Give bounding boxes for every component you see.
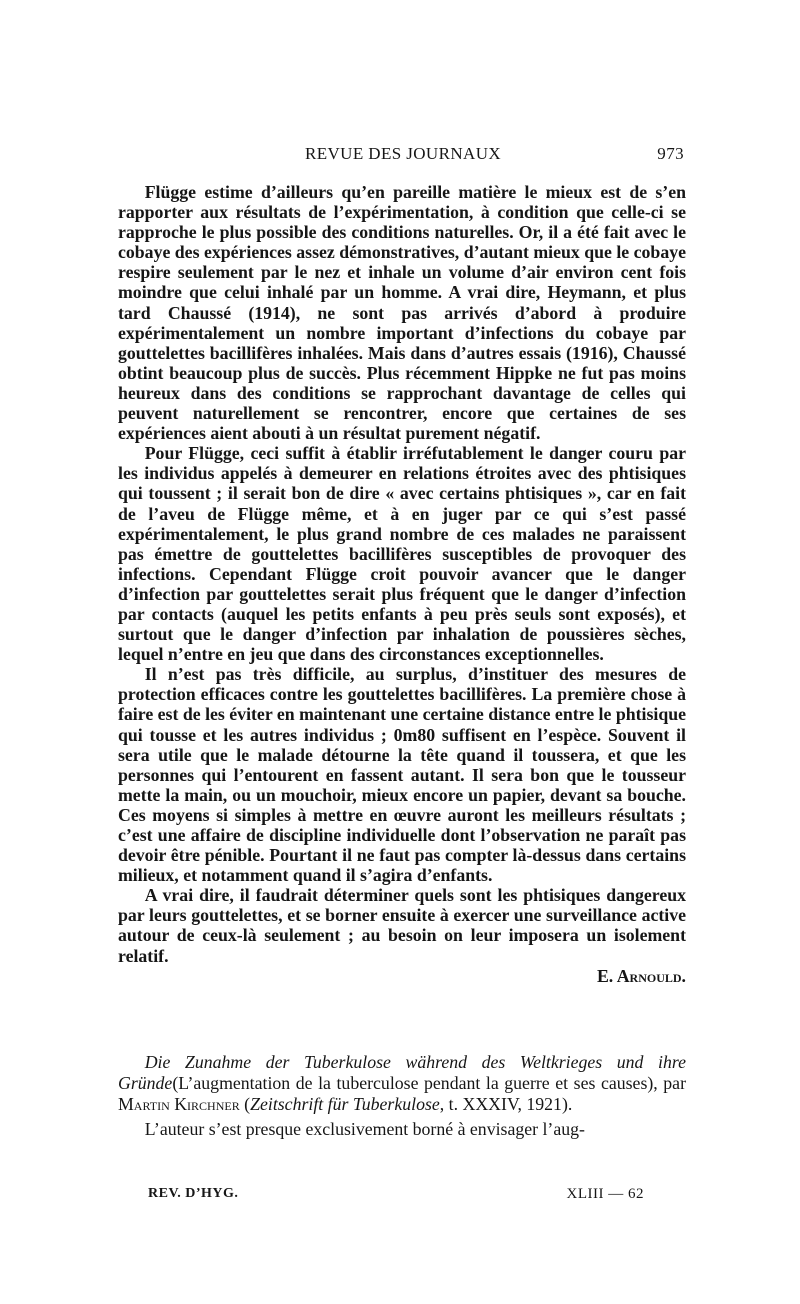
signature-text: E. Arnould. (596, 965, 686, 986)
review-title-german: Die Zunahme der Tuberkulose während des Weltkrieges und ihre Gründe (118, 1052, 686, 1093)
paragraph-3: Il n’est pas très difficile, au surplus, d’instituer des mesures de protection efficaces contre les gouttelettes bacillifères. La première chose à faire est de les éviter en maintenant une certaine distance entre le phtisique qui tousse et les autres individus ; 0m80 suffisent en l’espèce. Souvent il sera utile que le malade détourne la tête quand il toussera, et que les personnes qui l’entourent en fassent autant. Il sera bon que le tousseur mette la main, ou un mouchoir, mieux encore un papier, devant sa bouche. Ces moyens si simples à mettre en œuvre auront les meilleurs résultats ; c’est une affaire de discipline individuelle dont l’observation ne paraît pas devoir être pénible. Pourtant il ne faut pas compter là-dessus dans certains milieux, et notamment quand il s’agira d’enfants. (118, 664, 686, 886)
footer-journal: REV. D’HYG. (148, 1186, 239, 1201)
review-journal: Zeitschrift für Tuberkulose (250, 1094, 440, 1114)
running-title: REVUE DES JOURNAUX (304, 144, 502, 163)
review-citation: Die Zunahme der Tuberkulose während des Weltkrieges und ihre Gründe(L’augmentation de la tuberculose pendant la guerre et ses causes), par Martin Kirchner (Zeitschrift für Tuberkulose, t. XXXIV, 1921). (118, 1052, 686, 1114)
author-signature (118, 966, 686, 986)
review-entry (118, 1052, 686, 1140)
review-text-start: L’auteur s’est presque exclusivement borné à envisager l’aug- (144, 1119, 585, 1139)
review-author: Martin Kirchner (118, 1094, 240, 1114)
paragraph-4: A vrai dire, il faudrait déterminer quels sont les phtisiques dangereux par leurs gouttelettes, et se borner ensuite à exercer une surveillance active autour de ceux-là seulement ; au besoin on leur imposera un isolement relatif. (118, 885, 686, 966)
paragraph-2: Pour Flügge, ceci suffit à établir irréfutablement le danger couru par les individus appelés à demeurer en relations étroites avec des phtisiques qui toussent ; il serait bon de dire « avec certains phtisiques », car en fait de l’aveu de Flügge même, et à en juger par ce qui s’est passé expérimentalement, le plus grand nombre de ces malades ne paraissent pas émettre de gouttelettes bacillifères susceptibles de provoquer des infections. Cependant Flügge croit pouvoir avancer que le danger d’infection par gouttelettes serait plus fréquent que le danger d’infection par contacts (auquel les petits enfants à peu près seuls sont exposés), et surtout que le danger d’infection par inhalation de poussières sèches, lequel n’entre en jeu que dans des circonstances exceptionnelles. (118, 443, 686, 665)
page-number: 973 (657, 144, 684, 163)
page-header (122, 144, 684, 170)
footer-volume: XLIII — 62 (566, 1186, 644, 1202)
paragraph-1: Flügge estime d’ailleurs qu’en pareille matière le mieux est de s’en rapporter aux résultats de l’expérimentation, à condition que celle-ci se rapproche le plus possible des conditions naturelles. Or, il a été fait avec le cobaye des expériences assez démonstratives, d’autant mieux que le cobaye respire seulement par le nez et inhale un volume d’air environ cent fois moindre que celui inhalé par un homme. A vrai dire, Heymann, et plus tard Chaussé (1914), ne sont pas arrivés d’abord à produire expérimentalement un nombre important d’infections du cobaye par gouttelettes bacillifères inhalées. Mais dans d’autres essais (1916), Chaussé obtint beaucoup plus de succès. Plus récemment Hippke ne fut pas moins heureux dans des conditions se rapprochant davantage de celles qui peuvent naturellement se rencontrer, encore que certaines de ses expériences aient abouti à un résultat purement négatif. (118, 182, 686, 444)
review-title-french: (L’augmentation de la tuberculose pendant la guerre et ses causes), par (172, 1073, 686, 1093)
review-volume: , t. XXXIV, 1921). (439, 1094, 573, 1114)
page-footer (148, 1186, 644, 1210)
article-body (118, 182, 686, 986)
